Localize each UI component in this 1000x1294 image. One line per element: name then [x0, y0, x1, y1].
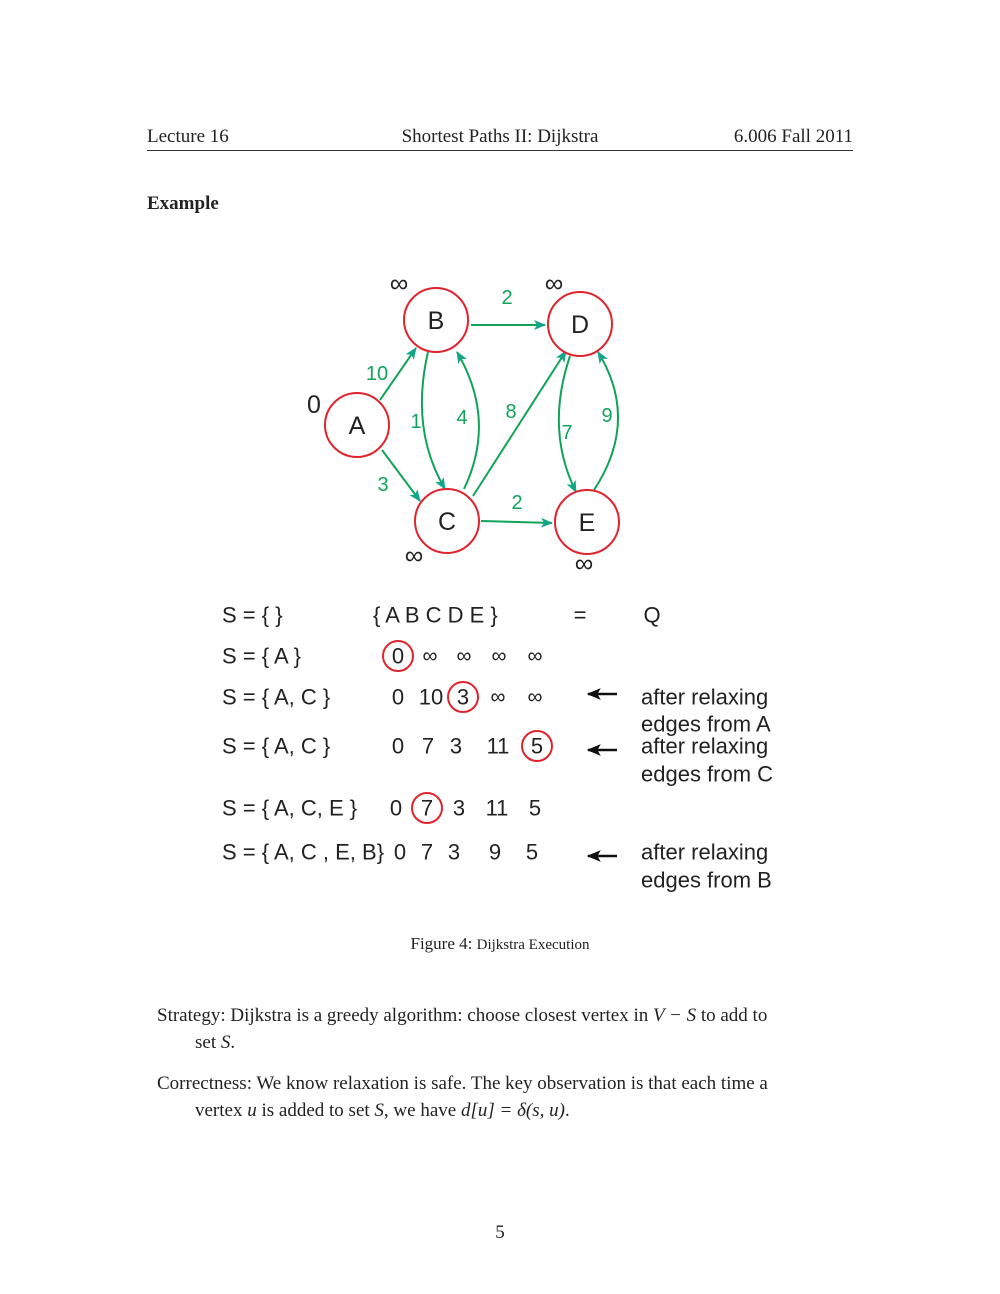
table-row-2-value-3: 11: [486, 733, 510, 759]
table-row-4-set: S = { A, C , E, B}: [222, 839, 385, 865]
table-row-3-value-3: 11: [485, 795, 509, 821]
table-header-equals: =: [573, 602, 587, 628]
table-header-q: Q: [643, 602, 661, 628]
strategy-math-1: V − S: [653, 1005, 697, 1026]
node-estimate-a: 0: [307, 391, 321, 419]
correctness-math-1: u: [247, 1100, 257, 1121]
table-row-1-value-2: 3: [456, 684, 470, 710]
table-row-0-value-1: ∞: [422, 644, 438, 668]
table-row-2-value-0: 0: [391, 733, 405, 759]
caption-text: Dijkstra Execution: [476, 937, 590, 953]
caption-label: Figure 4:: [410, 934, 473, 953]
edge-weight-a-c: 3: [377, 474, 389, 496]
table-row-0-value-3: ∞: [491, 644, 507, 668]
table-row-4-value-4: 5: [525, 839, 539, 865]
header-lecture: Lecture 16: [147, 126, 229, 147]
correctness-math-2: S: [374, 1100, 384, 1121]
strategy-lead: Strategy:: [157, 1005, 226, 1026]
table-header-queue: { A B C D E }: [373, 602, 498, 628]
correctness-math-3: d[u] = δ(s, u): [460, 1100, 565, 1121]
section-title: Example: [147, 193, 219, 214]
edge-weight-c-e: 2: [511, 492, 523, 514]
table-row-4-note-1: edges from B: [641, 867, 772, 893]
strategy-text-3: set: [195, 1032, 221, 1053]
table-row-0-value-2: ∞: [456, 644, 472, 668]
table-row-3-set: S = { A, C, E }: [222, 795, 358, 821]
header-course: 6.006 Fall 2011: [733, 126, 853, 147]
node-label-d: D: [570, 311, 590, 339]
table-row-3-value-4: 5: [528, 795, 542, 821]
edge-weight-c-d: 8: [505, 401, 517, 423]
table-row-1-value-1: 10: [418, 684, 444, 710]
table-header-set: S = { }: [222, 602, 283, 628]
table-row-1-value-3: ∞: [490, 685, 506, 709]
table-row-4-value-0: 0: [393, 839, 407, 865]
table-row-2-value-4: 5: [530, 733, 544, 759]
edge-c-e: [481, 521, 552, 523]
strategy-paragraph: [157, 1002, 854, 1056]
strategy-math-2: S: [220, 1032, 231, 1053]
edge-weight-b-c: 1: [410, 411, 422, 433]
table-row-4-value-1: 7: [420, 839, 434, 865]
table-row-0-value-4: ∞: [527, 644, 543, 668]
node-estimate-e: ∞: [574, 548, 594, 578]
strategy-text-4: .: [230, 1032, 236, 1053]
correctness-paragraph: [157, 1070, 854, 1124]
edge-weight-a-b: 10: [365, 363, 389, 385]
edge-c-d: [473, 351, 566, 496]
correctness-lead: Correctness:: [157, 1073, 252, 1094]
table-row-1-note-1: edges from A: [641, 711, 771, 737]
table-row-0-set: S = { A }: [222, 643, 301, 669]
edge-weight-b-d: 2: [501, 287, 513, 309]
node-estimate-c: ∞: [404, 540, 424, 570]
table-row-2-value-2: 3: [449, 733, 463, 759]
strategy-text-2: to add to: [696, 1005, 768, 1026]
correctness-text-3: is added to set: [256, 1100, 375, 1121]
table-row-4-note-0: after relaxing: [641, 839, 769, 865]
table-row-2-value-1: 7: [421, 733, 435, 759]
node-estimate-b: ∞: [389, 268, 409, 298]
table-row-1-value-0: 0: [391, 684, 405, 710]
table-row-1-set: S = { A, C }: [222, 684, 331, 710]
execution-table: [222, 603, 773, 893]
table-row-3-value-0: 0: [389, 795, 403, 821]
edge-b-c: [422, 352, 445, 489]
table-row-2-note-0: after relaxing: [641, 733, 769, 759]
table-row-1-value-4: ∞: [527, 685, 543, 709]
figure-caption: [0, 934, 1000, 954]
correctness-text-2: vertex: [195, 1100, 248, 1121]
table-row-4-value-3: 9: [488, 839, 502, 865]
header-title: Shortest Paths II: Dijkstra: [401, 126, 599, 147]
node-label-c: C: [437, 508, 457, 536]
correctness-text-1: We know relaxation is safe. The key observation is that each time a: [251, 1073, 768, 1094]
node-estimate-d: ∞: [544, 268, 564, 298]
table-row-4-value-2: 3: [447, 839, 461, 865]
table-row-3-value-1: 7: [420, 795, 434, 821]
page-number: 5: [495, 1222, 505, 1243]
table-row-0-value-0: 0: [391, 643, 405, 669]
table-row-2-set: S = { A, C }: [222, 733, 331, 759]
table-row-3-value-2: 3: [452, 795, 466, 821]
edge-weight-c-b: 4: [456, 407, 468, 429]
node-label-b: B: [427, 307, 445, 335]
node-label-a: A: [348, 412, 366, 440]
table-row-1-note-0: after relaxing: [641, 684, 769, 710]
edge-weight-d-e: 7: [561, 422, 573, 444]
correctness-text-5: .: [564, 1100, 570, 1121]
table-row-2-note-1: edges from C: [641, 761, 774, 787]
correctness-text-4: , we have: [383, 1100, 461, 1121]
node-label-e: E: [578, 509, 596, 537]
edge-weight-e-d: 9: [601, 405, 613, 427]
strategy-text-1: Dijkstra is a greedy algorithm: choose closest vertex in: [225, 1005, 653, 1026]
